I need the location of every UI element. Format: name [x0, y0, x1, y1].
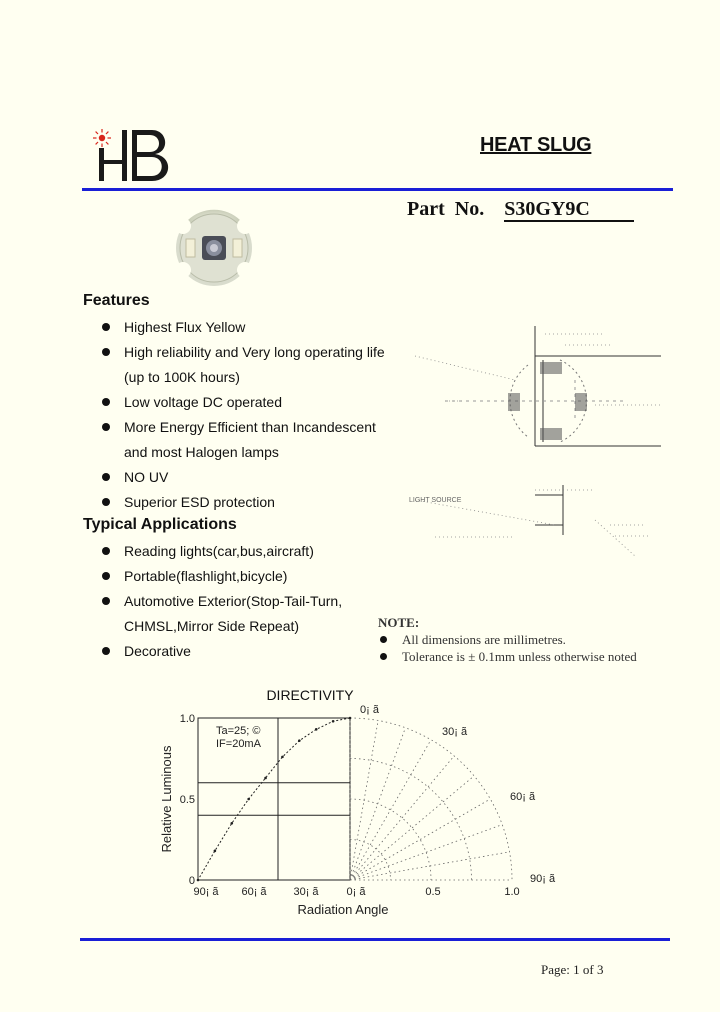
data-point — [315, 728, 318, 731]
polar-grid-spoke — [350, 740, 431, 880]
features-list — [83, 315, 385, 515]
part-number — [407, 198, 634, 222]
chart-title: DIRECTIVITY — [266, 687, 354, 703]
y-tick-label: 0 — [188, 875, 195, 887]
list-item: Highest Flux Yellow — [83, 315, 385, 340]
x-tick-label: 60¡ ã — [241, 886, 267, 898]
list-item: More Energy Efficient than Incandescent — [83, 415, 385, 440]
x-tick-label: 0.5 — [425, 886, 441, 898]
data-point — [281, 756, 284, 759]
polar-angle-label: 60¡ ã — [510, 791, 536, 803]
list-item: Portable(flashlight,bicycle) — [83, 564, 342, 589]
data-point — [230, 822, 233, 825]
bullet-icon — [380, 636, 387, 643]
bullet-icon — [102, 398, 110, 406]
list-item: High reliability and Very long operating life — [83, 340, 385, 365]
note-line: Tolerance is ± 0.1mm unless otherwise noted — [378, 648, 637, 665]
list-item: Low voltage DC operated — [83, 390, 385, 415]
polar-grid-spoke — [350, 728, 405, 880]
bullet-icon — [102, 572, 110, 580]
x-tick-label: 0¡ ã — [346, 886, 366, 898]
bullet-icon — [102, 323, 110, 331]
hb-logo — [92, 126, 176, 184]
list-item-continued: and most Halogen lamps — [124, 444, 279, 460]
x-tick-label: 30¡ ã — [293, 886, 319, 898]
polar-grid-arc — [350, 799, 431, 880]
sun-icon — [93, 129, 111, 147]
page-number: Page: 1 of 3 — [541, 962, 604, 977]
header-divider — [82, 188, 673, 191]
list-item: Reading lights(car,bus,aircraft) — [83, 539, 342, 564]
polar-angle-label: 30¡ ã — [442, 726, 468, 738]
features-heading: Features — [83, 292, 150, 309]
x-tick-label: 90¡ ã — [193, 886, 219, 898]
polar-grid-spoke — [350, 825, 502, 880]
part-number-label: Part No. — [407, 198, 485, 220]
directivity-chart — [150, 680, 570, 920]
y-tick-label: 0.5 — [179, 794, 195, 806]
list-item-continued: (up to 100K hours) — [124, 369, 240, 385]
bullet-icon — [102, 647, 110, 655]
heat-slug-product-icon — [168, 208, 260, 288]
note-block — [378, 615, 637, 665]
bullet-icon — [102, 473, 110, 481]
applications-heading: Typical Applications — [83, 516, 237, 533]
dimension-drawing — [405, 320, 675, 570]
bullet-icon — [102, 348, 110, 356]
data-point — [197, 879, 200, 882]
data-point — [264, 777, 267, 780]
bullet-icon — [102, 498, 110, 506]
list-item: NO UV — [83, 465, 385, 490]
list-item-continued: CHMSL,Mirror Side Repeat) — [124, 618, 300, 634]
bullet-icon — [102, 547, 110, 555]
list-item: Decorative — [83, 639, 342, 664]
document-title: HEAT SLUG — [480, 134, 592, 156]
list-item: Automotive Exterior(Stop-Tail-Turn, — [83, 589, 342, 614]
part-number-value: S30GY9C — [504, 198, 634, 222]
data-point — [298, 739, 301, 742]
y-axis-label: Relative Luminous — [159, 745, 174, 853]
list-item: Superior ESD protection — [83, 490, 385, 515]
data-point — [349, 717, 352, 720]
x-tick-label: 1.0 — [504, 886, 520, 898]
note-heading: NOTE: — [378, 615, 420, 630]
footer-divider — [80, 938, 670, 941]
bullet-icon — [380, 653, 387, 660]
x-axis-label: Radiation Angle — [297, 902, 389, 917]
polar-angle-label: 0¡ ã — [360, 704, 379, 716]
condition-label: IF=20mA — [216, 738, 261, 750]
condition-label: Ta=25; © — [216, 725, 261, 737]
polar-grid-spoke — [350, 799, 490, 880]
bullet-icon — [102, 423, 110, 431]
data-point — [214, 850, 217, 853]
data-point — [247, 798, 250, 801]
polar-angle-label: 90¡ ã — [530, 873, 556, 885]
note-line: All dimensions are millimetres. — [378, 631, 637, 648]
polar-grid-arc — [350, 840, 391, 881]
bullet-icon — [102, 597, 110, 605]
applications-list — [83, 539, 342, 664]
y-tick-label: 1.0 — [179, 713, 195, 725]
data-point — [332, 720, 335, 723]
light-source-label: LIGHT SOURCE — [409, 497, 462, 504]
